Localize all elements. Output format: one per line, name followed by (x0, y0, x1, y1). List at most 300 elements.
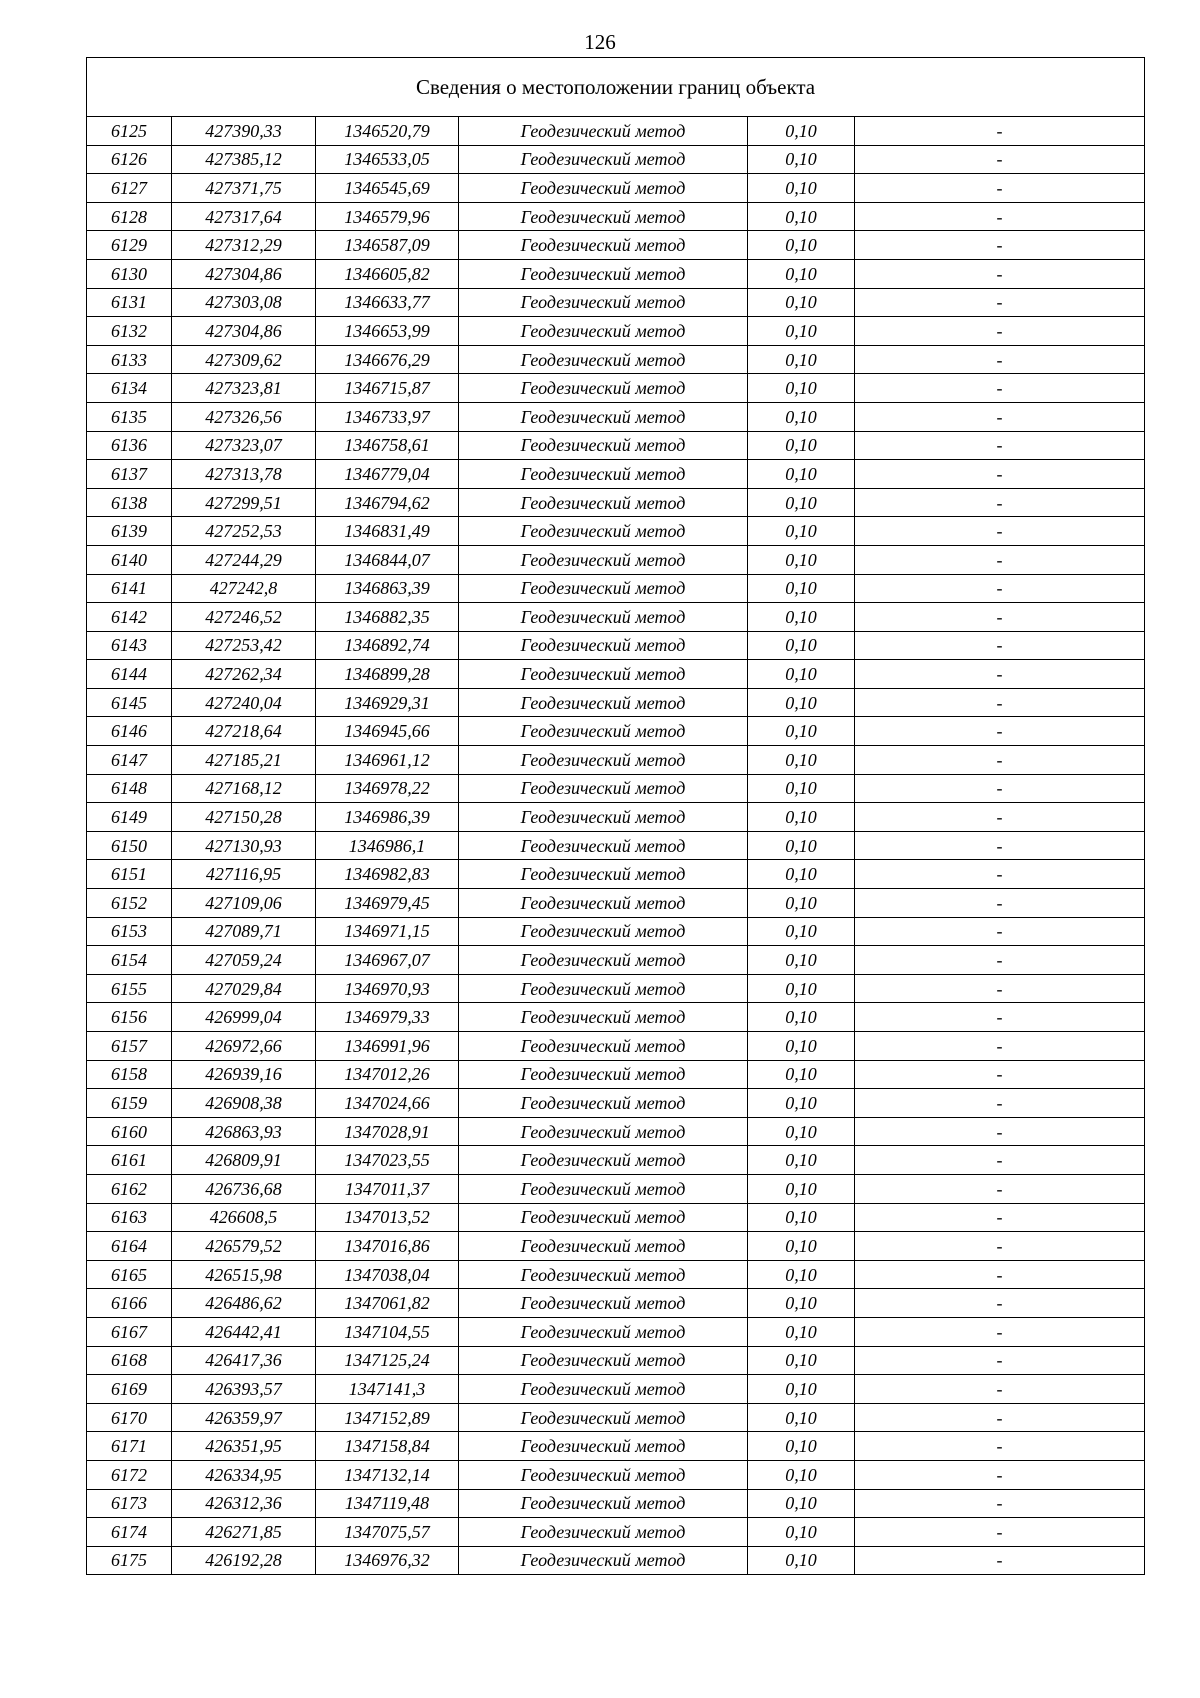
description-cell: - (855, 402, 1145, 431)
table-row (87, 1260, 1145, 1289)
y-coordinate-cell: 1347013,52 (316, 1203, 459, 1232)
method-cell: Геодезический метод (459, 1518, 748, 1547)
description-cell: - (855, 317, 1145, 346)
description-cell: - (855, 202, 1145, 231)
description-cell: - (855, 746, 1145, 775)
y-coordinate-cell: 1347119,48 (316, 1489, 459, 1518)
method-cell: Геодезический метод (459, 946, 748, 975)
accuracy-cell: 0,10 (748, 1317, 855, 1346)
method-cell: Геодезический метод (459, 660, 748, 689)
description-cell: - (855, 603, 1145, 632)
x-coordinate-cell: 426442,41 (172, 1317, 316, 1346)
accuracy-cell: 0,10 (748, 431, 855, 460)
y-coordinate-cell: 1347104,55 (316, 1317, 459, 1346)
table-row (87, 1518, 1145, 1547)
y-coordinate-cell: 1346605,82 (316, 259, 459, 288)
table-row (87, 345, 1145, 374)
method-cell: Геодезический метод (459, 1403, 748, 1432)
description-cell: - (855, 1003, 1145, 1032)
x-coordinate-cell: 426359,97 (172, 1403, 316, 1432)
method-cell: Геодезический метод (459, 603, 748, 632)
y-coordinate-cell: 1346520,79 (316, 117, 459, 146)
description-cell: - (855, 345, 1145, 374)
description-cell: - (855, 460, 1145, 489)
accuracy-cell: 0,10 (748, 1146, 855, 1175)
table-row (87, 1489, 1145, 1518)
table-row (87, 1432, 1145, 1461)
method-cell: Геодезический метод (459, 803, 748, 832)
method-cell: Геодезический метод (459, 402, 748, 431)
method-cell: Геодезический метод (459, 374, 748, 403)
y-coordinate-cell: 1347012,26 (316, 1060, 459, 1089)
description-cell: - (855, 1518, 1145, 1547)
table-row (87, 117, 1145, 146)
point-number-cell: 6132 (87, 317, 172, 346)
y-coordinate-cell: 1346633,77 (316, 288, 459, 317)
x-coordinate-cell: 427168,12 (172, 774, 316, 803)
point-number-cell: 6172 (87, 1460, 172, 1489)
method-cell: Геодезический метод (459, 717, 748, 746)
table-row (87, 803, 1145, 832)
y-coordinate-cell: 1346929,31 (316, 688, 459, 717)
point-number-cell: 6154 (87, 946, 172, 975)
accuracy-cell: 0,10 (748, 1432, 855, 1461)
table-row (87, 1232, 1145, 1261)
point-number-cell: 6139 (87, 517, 172, 546)
x-coordinate-cell: 426939,16 (172, 1060, 316, 1089)
table-row (87, 145, 1145, 174)
x-coordinate-cell: 427240,04 (172, 688, 316, 717)
point-number-cell: 6130 (87, 259, 172, 288)
table-row (87, 259, 1145, 288)
y-coordinate-cell: 1347152,89 (316, 1403, 459, 1432)
table-row (87, 831, 1145, 860)
x-coordinate-cell: 427252,53 (172, 517, 316, 546)
description-cell: - (855, 688, 1145, 717)
table-row (87, 717, 1145, 746)
description-cell: - (855, 1203, 1145, 1232)
accuracy-cell: 0,10 (748, 603, 855, 632)
x-coordinate-cell: 426972,66 (172, 1032, 316, 1061)
table-row (87, 1289, 1145, 1318)
description-cell: - (855, 774, 1145, 803)
point-number-cell: 6168 (87, 1346, 172, 1375)
point-number-cell: 6127 (87, 174, 172, 203)
description-cell: - (855, 803, 1145, 832)
method-cell: Геодезический метод (459, 860, 748, 889)
x-coordinate-cell: 427218,64 (172, 717, 316, 746)
table-row (87, 1032, 1145, 1061)
table-row (87, 860, 1145, 889)
accuracy-cell: 0,10 (748, 574, 855, 603)
y-coordinate-cell: 1346991,96 (316, 1032, 459, 1061)
x-coordinate-cell: 426908,38 (172, 1089, 316, 1118)
y-coordinate-cell: 1346945,66 (316, 717, 459, 746)
y-coordinate-cell: 1346579,96 (316, 202, 459, 231)
table-row (87, 574, 1145, 603)
description-cell: - (855, 831, 1145, 860)
y-coordinate-cell: 1347132,14 (316, 1460, 459, 1489)
point-number-cell: 6140 (87, 545, 172, 574)
description-cell: - (855, 1032, 1145, 1061)
y-coordinate-cell: 1346970,93 (316, 974, 459, 1003)
method-cell: Геодезический метод (459, 1375, 748, 1404)
point-number-cell: 6138 (87, 488, 172, 517)
description-cell: - (855, 288, 1145, 317)
accuracy-cell: 0,10 (748, 1260, 855, 1289)
table-row (87, 317, 1145, 346)
x-coordinate-cell: 426608,5 (172, 1203, 316, 1232)
y-coordinate-cell: 1346967,07 (316, 946, 459, 975)
description-cell: - (855, 1489, 1145, 1518)
x-coordinate-cell: 427242,8 (172, 574, 316, 603)
accuracy-cell: 0,10 (748, 889, 855, 918)
method-cell: Геодезический метод (459, 545, 748, 574)
description-cell: - (855, 1317, 1145, 1346)
accuracy-cell: 0,10 (748, 1403, 855, 1432)
x-coordinate-cell: 426579,52 (172, 1232, 316, 1261)
x-coordinate-cell: 427253,42 (172, 631, 316, 660)
point-number-cell: 6143 (87, 631, 172, 660)
table-row (87, 1003, 1145, 1032)
point-number-cell: 6173 (87, 1489, 172, 1518)
x-coordinate-cell: 426271,85 (172, 1518, 316, 1547)
table-row (87, 631, 1145, 660)
method-cell: Геодезический метод (459, 1317, 748, 1346)
table-title-row (87, 58, 1145, 117)
description-cell: - (855, 1289, 1145, 1318)
method-cell: Геодезический метод (459, 746, 748, 775)
method-cell: Геодезический метод (459, 1032, 748, 1061)
table-row (87, 1346, 1145, 1375)
y-coordinate-cell: 1346979,45 (316, 889, 459, 918)
point-number-cell: 6133 (87, 345, 172, 374)
accuracy-cell: 0,10 (748, 317, 855, 346)
point-number-cell: 6160 (87, 1117, 172, 1146)
method-cell: Геодезический метод (459, 1117, 748, 1146)
table-row (87, 202, 1145, 231)
table-row (87, 974, 1145, 1003)
table-row (87, 774, 1145, 803)
table-row (87, 374, 1145, 403)
x-coordinate-cell: 427323,81 (172, 374, 316, 403)
x-coordinate-cell: 427323,07 (172, 431, 316, 460)
y-coordinate-cell: 1347075,57 (316, 1518, 459, 1547)
accuracy-cell: 0,10 (748, 402, 855, 431)
point-number-cell: 6131 (87, 288, 172, 317)
x-coordinate-cell: 427244,29 (172, 545, 316, 574)
accuracy-cell: 0,10 (748, 345, 855, 374)
point-number-cell: 6135 (87, 402, 172, 431)
method-cell: Геодезический метод (459, 574, 748, 603)
point-number-cell: 6147 (87, 746, 172, 775)
table-row (87, 231, 1145, 260)
description-cell: - (855, 1375, 1145, 1404)
x-coordinate-cell: 427150,28 (172, 803, 316, 832)
y-coordinate-cell: 1346892,74 (316, 631, 459, 660)
accuracy-cell: 0,10 (748, 688, 855, 717)
accuracy-cell: 0,10 (748, 1174, 855, 1203)
method-cell: Геодезический метод (459, 774, 748, 803)
y-coordinate-cell: 1346794,62 (316, 488, 459, 517)
y-coordinate-cell: 1347061,82 (316, 1289, 459, 1318)
accuracy-cell: 0,10 (748, 660, 855, 689)
accuracy-cell: 0,10 (748, 1117, 855, 1146)
accuracy-cell: 0,10 (748, 774, 855, 803)
x-coordinate-cell: 427313,78 (172, 460, 316, 489)
table-row (87, 688, 1145, 717)
method-cell: Геодезический метод (459, 460, 748, 489)
accuracy-cell: 0,10 (748, 1346, 855, 1375)
description-cell: - (855, 1260, 1145, 1289)
page-number: 126 (584, 30, 616, 54)
method-cell: Геодезический метод (459, 1489, 748, 1518)
point-number-cell: 6164 (87, 1232, 172, 1261)
accuracy-cell: 0,10 (748, 946, 855, 975)
method-cell: Геодезический метод (459, 345, 748, 374)
table-row (87, 1203, 1145, 1232)
point-number-cell: 6162 (87, 1174, 172, 1203)
x-coordinate-cell: 426486,62 (172, 1289, 316, 1318)
description-cell: - (855, 889, 1145, 918)
method-cell: Геодезический метод (459, 174, 748, 203)
y-coordinate-cell: 1346982,83 (316, 860, 459, 889)
table-row (87, 1146, 1145, 1175)
point-number-cell: 6149 (87, 803, 172, 832)
table-row (87, 946, 1145, 975)
description-cell: - (855, 1089, 1145, 1118)
y-coordinate-cell: 1346863,39 (316, 574, 459, 603)
y-coordinate-cell: 1346545,69 (316, 174, 459, 203)
y-coordinate-cell: 1346986,1 (316, 831, 459, 860)
y-coordinate-cell: 1346733,97 (316, 402, 459, 431)
description-cell: - (855, 1460, 1145, 1489)
description-cell: - (855, 1232, 1145, 1261)
point-number-cell: 6150 (87, 831, 172, 860)
x-coordinate-cell: 427309,62 (172, 345, 316, 374)
description-cell: - (855, 1060, 1145, 1089)
y-coordinate-cell: 1346676,29 (316, 345, 459, 374)
x-coordinate-cell: 426393,57 (172, 1375, 316, 1404)
accuracy-cell: 0,10 (748, 917, 855, 946)
x-coordinate-cell: 427326,56 (172, 402, 316, 431)
table-row (87, 517, 1145, 546)
point-number-cell: 6125 (87, 117, 172, 146)
point-number-cell: 6153 (87, 917, 172, 946)
y-coordinate-cell: 1346758,61 (316, 431, 459, 460)
method-cell: Геодезический метод (459, 1232, 748, 1261)
point-number-cell: 6126 (87, 145, 172, 174)
table-row (87, 460, 1145, 489)
table-row (87, 1460, 1145, 1489)
method-cell: Геодезический метод (459, 1146, 748, 1175)
description-cell: - (855, 974, 1145, 1003)
accuracy-cell: 0,10 (748, 1089, 855, 1118)
y-coordinate-cell: 1346587,09 (316, 231, 459, 260)
y-coordinate-cell: 1346844,07 (316, 545, 459, 574)
x-coordinate-cell: 427304,86 (172, 317, 316, 346)
accuracy-cell: 0,10 (748, 1375, 855, 1404)
method-cell: Геодезический метод (459, 317, 748, 346)
method-cell: Геодезический метод (459, 1003, 748, 1032)
table-row (87, 603, 1145, 632)
description-cell: - (855, 1117, 1145, 1146)
point-number-cell: 6159 (87, 1089, 172, 1118)
method-cell: Геодезический метод (459, 831, 748, 860)
accuracy-cell: 0,10 (748, 145, 855, 174)
table-row (87, 1174, 1145, 1203)
y-coordinate-cell: 1347125,24 (316, 1346, 459, 1375)
table-row (87, 402, 1145, 431)
table-row (87, 1403, 1145, 1432)
y-coordinate-cell: 1346779,04 (316, 460, 459, 489)
method-cell: Геодезический метод (459, 1432, 748, 1461)
x-coordinate-cell: 427303,08 (172, 288, 316, 317)
table-row (87, 917, 1145, 946)
point-number-cell: 6155 (87, 974, 172, 1003)
method-cell: Геодезический метод (459, 1460, 748, 1489)
table-row (87, 1089, 1145, 1118)
description-cell: - (855, 374, 1145, 403)
x-coordinate-cell: 427130,93 (172, 831, 316, 860)
table-row (87, 1060, 1145, 1089)
description-cell: - (855, 631, 1145, 660)
y-coordinate-cell: 1346971,15 (316, 917, 459, 946)
y-coordinate-cell: 1346533,05 (316, 145, 459, 174)
x-coordinate-cell: 426999,04 (172, 1003, 316, 1032)
x-coordinate-cell: 427312,29 (172, 231, 316, 260)
boundary-coordinates-table (86, 57, 1145, 1575)
accuracy-cell: 0,10 (748, 631, 855, 660)
table-row (87, 288, 1145, 317)
point-number-cell: 6144 (87, 660, 172, 689)
point-number-cell: 6174 (87, 1518, 172, 1547)
method-cell: Геодезический метод (459, 974, 748, 1003)
y-coordinate-cell: 1346978,22 (316, 774, 459, 803)
description-cell: - (855, 1346, 1145, 1375)
point-number-cell: 6152 (87, 889, 172, 918)
description-cell: - (855, 517, 1145, 546)
x-coordinate-cell: 427317,64 (172, 202, 316, 231)
accuracy-cell: 0,10 (748, 517, 855, 546)
description-cell: - (855, 917, 1145, 946)
point-number-cell: 6128 (87, 202, 172, 231)
x-coordinate-cell: 427185,21 (172, 746, 316, 775)
y-coordinate-cell: 1347028,91 (316, 1117, 459, 1146)
accuracy-cell: 0,10 (748, 746, 855, 775)
x-coordinate-cell: 427059,24 (172, 946, 316, 975)
table-row (87, 1117, 1145, 1146)
x-coordinate-cell: 426417,36 (172, 1346, 316, 1375)
point-number-cell: 6157 (87, 1032, 172, 1061)
method-cell: Геодезический метод (459, 1346, 748, 1375)
method-cell: Геодезический метод (459, 1260, 748, 1289)
y-coordinate-cell: 1346986,39 (316, 803, 459, 832)
accuracy-cell: 0,10 (748, 860, 855, 889)
y-coordinate-cell: 1346653,99 (316, 317, 459, 346)
description-cell: - (855, 1546, 1145, 1575)
point-number-cell: 6142 (87, 603, 172, 632)
point-number-cell: 6166 (87, 1289, 172, 1318)
description-cell: - (855, 145, 1145, 174)
method-cell: Геодезический метод (459, 202, 748, 231)
method-cell: Геодезический метод (459, 145, 748, 174)
description-cell: - (855, 1146, 1145, 1175)
accuracy-cell: 0,10 (748, 545, 855, 574)
point-number-cell: 6156 (87, 1003, 172, 1032)
description-cell: - (855, 1432, 1145, 1461)
method-cell: Геодезический метод (459, 1060, 748, 1089)
method-cell: Геодезический метод (459, 1089, 748, 1118)
point-number-cell: 6151 (87, 860, 172, 889)
accuracy-cell: 0,10 (748, 1060, 855, 1089)
y-coordinate-cell: 1347011,37 (316, 1174, 459, 1203)
description-cell: - (855, 431, 1145, 460)
point-number-cell: 6141 (87, 574, 172, 603)
x-coordinate-cell: 427299,51 (172, 488, 316, 517)
method-cell: Геодезический метод (459, 917, 748, 946)
accuracy-cell: 0,10 (748, 174, 855, 203)
y-coordinate-cell: 1347038,04 (316, 1260, 459, 1289)
description-cell: - (855, 259, 1145, 288)
accuracy-cell: 0,10 (748, 117, 855, 146)
x-coordinate-cell: 427029,84 (172, 974, 316, 1003)
table-row (87, 660, 1145, 689)
method-cell: Геодезический метод (459, 631, 748, 660)
y-coordinate-cell: 1346961,12 (316, 746, 459, 775)
point-number-cell: 6137 (87, 460, 172, 489)
accuracy-cell: 0,10 (748, 488, 855, 517)
accuracy-cell: 0,10 (748, 1518, 855, 1547)
y-coordinate-cell: 1347158,84 (316, 1432, 459, 1461)
point-number-cell: 6158 (87, 1060, 172, 1089)
accuracy-cell: 0,10 (748, 288, 855, 317)
y-coordinate-cell: 1346715,87 (316, 374, 459, 403)
description-cell: - (855, 660, 1145, 689)
y-coordinate-cell: 1346899,28 (316, 660, 459, 689)
description-cell: - (855, 946, 1145, 975)
description-cell: - (855, 545, 1145, 574)
accuracy-cell: 0,10 (748, 1489, 855, 1518)
description-cell: - (855, 117, 1145, 146)
table-row (87, 889, 1145, 918)
y-coordinate-cell: 1346882,35 (316, 603, 459, 632)
method-cell: Геодезический метод (459, 231, 748, 260)
point-number-cell: 6175 (87, 1546, 172, 1575)
y-coordinate-cell: 1346976,32 (316, 1546, 459, 1575)
x-coordinate-cell: 427371,75 (172, 174, 316, 203)
x-coordinate-cell: 426192,28 (172, 1546, 316, 1575)
accuracy-cell: 0,10 (748, 374, 855, 403)
method-cell: Геодезический метод (459, 1174, 748, 1203)
x-coordinate-cell: 427246,52 (172, 603, 316, 632)
point-number-cell: 6129 (87, 231, 172, 260)
accuracy-cell: 0,10 (748, 974, 855, 1003)
x-coordinate-cell: 426736,68 (172, 1174, 316, 1203)
description-cell: - (855, 488, 1145, 517)
method-cell: Геодезический метод (459, 1546, 748, 1575)
method-cell: Геодезический метод (459, 1203, 748, 1232)
y-coordinate-cell: 1347141,3 (316, 1375, 459, 1404)
accuracy-cell: 0,10 (748, 1289, 855, 1318)
table-row (87, 488, 1145, 517)
x-coordinate-cell: 427089,71 (172, 917, 316, 946)
method-cell: Геодезический метод (459, 1289, 748, 1318)
point-number-cell: 6167 (87, 1317, 172, 1346)
accuracy-cell: 0,10 (748, 831, 855, 860)
x-coordinate-cell: 426312,36 (172, 1489, 316, 1518)
method-cell: Геодезический метод (459, 259, 748, 288)
